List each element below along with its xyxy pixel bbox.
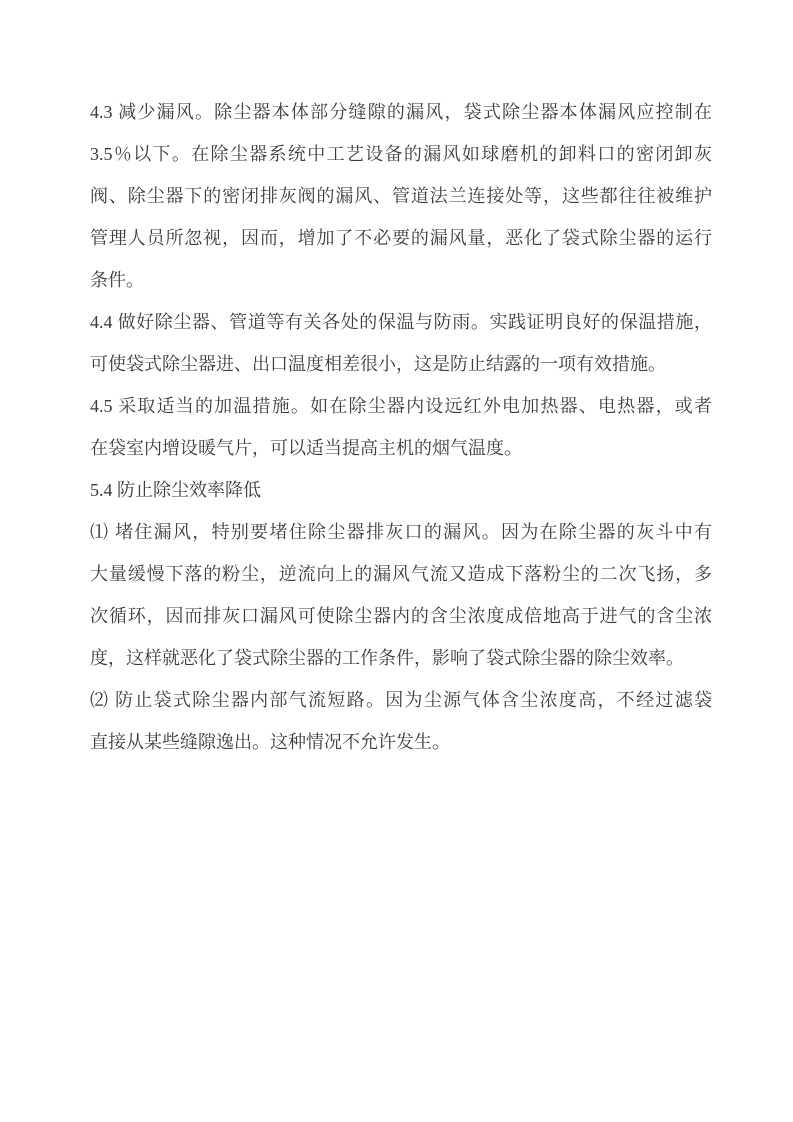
text-line: 阀、除尘器下的密闭排灰阀的漏风、管道法兰连接处等，这些都往往被维护 [90, 186, 712, 206]
text-line: 条件。 [90, 270, 144, 290]
text-line: 次循环，因而排灰口漏风可使除尘器内的含尘浓度成倍地高于进气的含尘浓 [90, 606, 712, 626]
text-line: 4.5 采取适当的加温措施。如在除尘器内设远红外电加热器、电热器，或者 [90, 396, 712, 416]
text-line: 大量缓慢下落的粉尘，逆流向上的漏风气流又造成下落粉尘的二次飞扬，多 [90, 564, 712, 584]
text-line: ⑴ 堵住漏风，特别要堵住除尘器排灰口的漏风。因为在除尘器的灰斗中有 [90, 522, 712, 542]
text-line: 管理人员所忽视，因而，增加了不必要的漏风量，恶化了袋式除尘器的运行 [90, 228, 712, 248]
text-line: 可使袋式除尘器进、出口温度相差很小，这是防止结露的一项有效措施。 [90, 354, 666, 374]
text-line: 5.4 防止除尘效率降低 [90, 480, 261, 500]
text-line: 3.5％以下。在除尘器系统中工艺设备的漏风如球磨机的卸料口的密闭卸灰 [90, 144, 712, 164]
text-line: 4.4 做好除尘器、管道等有关各处的保温与防雨。实践证明良好的保温措施， [90, 312, 712, 332]
text-line: ⑵ 防止袋式除尘器内部气流短路。因为尘源气体含尘浓度高，不经过滤袋 [90, 690, 712, 710]
text-line: 直接从某些缝隙逸出。这种情况不允许发生。 [90, 732, 450, 752]
text-line: 度，这样就恶化了袋式除尘器的工作条件，影响了袋式除尘器的除尘效率。 [90, 648, 684, 668]
document-body [90, 91, 712, 763]
text-line: 在袋室内增设暖气片，可以适当提高主机的烟气温度。 [90, 438, 522, 458]
text-line: 4.3 减少漏风。除尘器本体部分缝隙的漏风，袋式除尘器本体漏风应控制在 [90, 102, 712, 122]
